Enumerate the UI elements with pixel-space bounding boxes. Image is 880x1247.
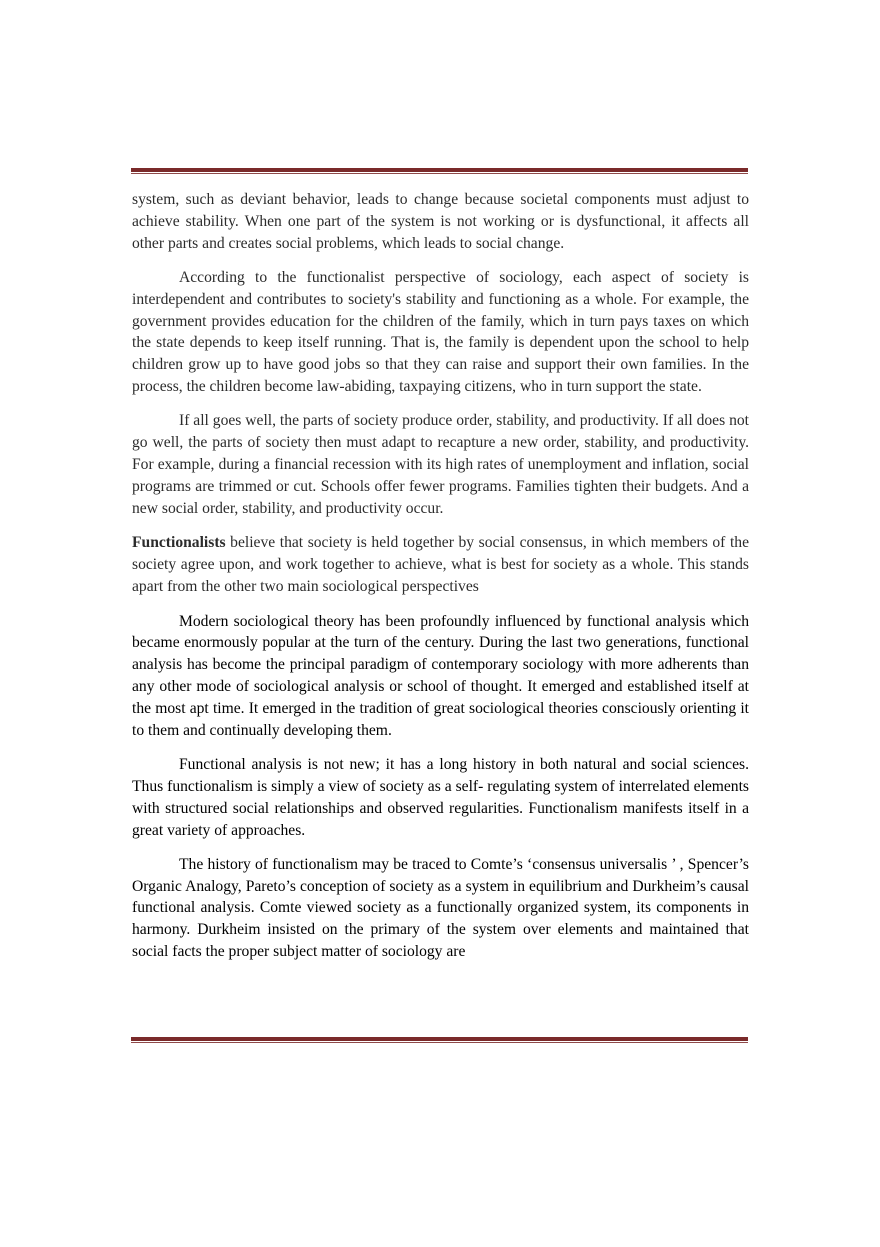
functionalists-term: Functionalists	[132, 533, 226, 551]
paragraph-continuation: system, such as deviant behavior, leads to change because societal components must adjust to achieve stability. When one part of the system is not working or is dysfunctional, it affects all other parts and creates social problems, which leads to social change.	[132, 191, 749, 252]
header-rule	[131, 168, 748, 174]
paragraph-modern-theory: Modern sociological theory has been profoundly influenced by functional analysis which became enormously popular at the turn of the century. During the last two generations, functional analysis has become the principal paradigm of contemporary sociology with more adherents than any other mode of sociological analysis or school of thought. It emerged and established itself at the most apt time. It emerged in the tradition of great sociological theories consciously orienting it to them and continually developing them.	[132, 612, 749, 740]
paragraph-history: The history of functionalism may be traced to Comte’s ‘consensus universalis ’ , Spencer’s Organic Analogy, Pareto’s conception of society as a system in equilibrium and Durkheim’s causal functional analysis. Comte viewed society as a functionally organized system, its components in harmony. Durkheim insisted on the primary of the system over elements and maintained that social facts the proper subject matter of sociology are	[132, 855, 749, 961]
paragraph-functionalists	[132, 532, 749, 599]
functionalists-text: believe that society is held together by social consensus, in which members of the society agree upon, and work together to achieve, what is best for society as a whole. This stands apart from the other two main sociological perspectives	[132, 533, 749, 596]
paragraph-functionalist-perspective: According to the functionalist perspective of sociology, each aspect of society is interdependent and contributes to society's stability and functioning as a whole. For example, the government provides education for the children of the family, which in turn pays taxes on which the state depends to keep itself running. That is, the family is dependent upon the school to help children grow up to have good jobs so that they can raise and support their own families. In the process, the children become law-abiding, taxpaying citizens, who in turn support the state.	[132, 268, 749, 396]
page-body	[132, 189, 749, 975]
paragraph-order-stability: If all goes well, the parts of society produce order, stability, and productivity. If all does not go well, the parts of society then must adapt to recapture a new order, stability, and productivity. For example, during a financial recession with its high rates of unemployment and inflation, social programs are trimmed or cut. Schools offer fewer programs. Families tighten their budgets. And a new social order, stability, and productivity occur.	[132, 412, 749, 517]
footer-rule	[131, 1037, 748, 1043]
paragraph-functional-analysis: Functional analysis is not new; it has a long history in both natural and social sciences. Thus functionalism is simply a view of society as a self- regulating system of interrelated elements with structured social relationships and observed regularities. Functionalism manifests itself in a great variety of approaches.	[132, 756, 749, 839]
